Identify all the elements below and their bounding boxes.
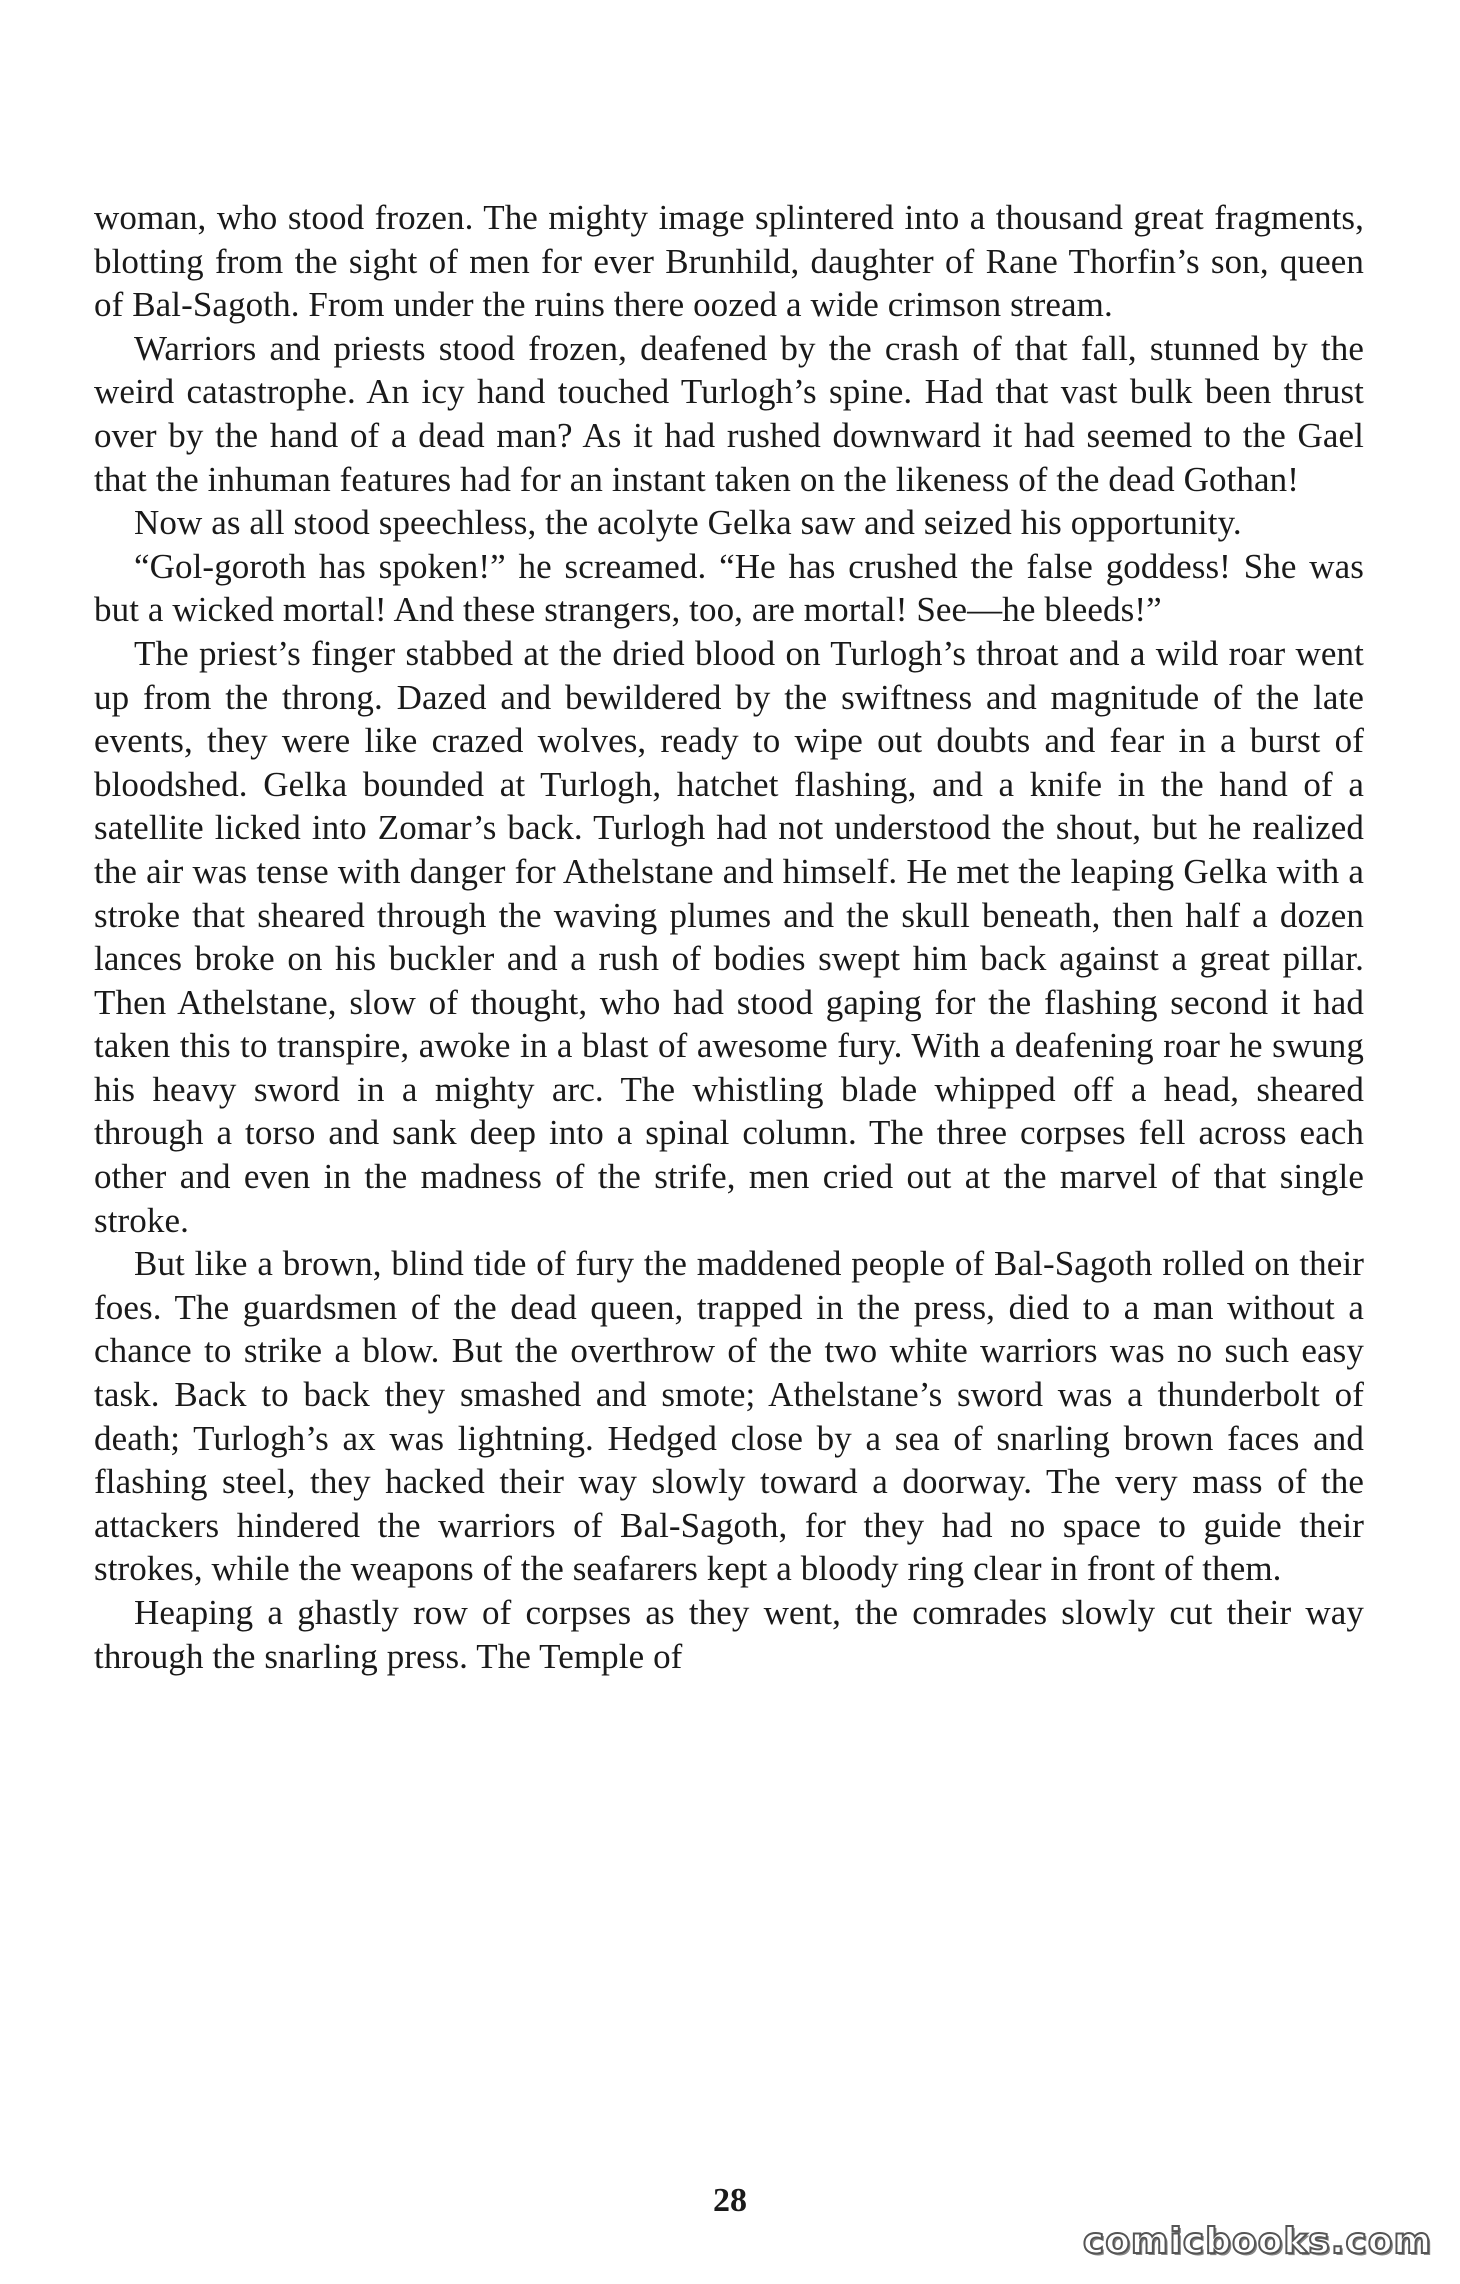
- paragraph-5: The priest’s finger stabbed at the dried blood on Turlogh’s throat and a wild roar went up from the throng. Dazed and bewildered by the swiftness and magnitude of the late events, they were like crazed wolves, ready to wipe out doubts and fear in a burst of bloodshed. Gelka bounded at Turlogh, hatchet flashing, and a knife in the hand of a satellite licked into Zomar’s back. Turlogh had not understood the shout, but he realized the air was tense with danger for Athelstane and himself. He met the leaping Gelka with a stroke that sheared through the waving plumes and the skull beneath, then half a dozen lances broke on his buckler and a rush of bodies swept him back against a great pillar. Then Athelstane, slow of thought, who had stood gaping for the flashing second it had taken this to transpire, awoke in a blast of awesome fury. With a deafening roar he swung his heavy sword in a mighty arc. The whistling blade whipped off a head, sheared through a torso and sank deep into a spinal column. The three corpses fell across each other and even in the madness of the strife, men cried out at the marvel of that single stroke.: [94, 633, 1364, 1240]
- paragraph-1: woman, who stood frozen. The mighty image splintered into a thousand great fragments, blotting from the sight of men for ever Brunhild, daughter of Rane Thorfin’s son, queen of Bal-Sagoth. From under the ruins there oozed a wide crimson stream.: [94, 198, 1364, 325]
- page-number: 28: [713, 2182, 747, 2219]
- watermark: comicbooks.com: [1082, 2221, 1432, 2262]
- paragraph-4: “Gol-goroth has spoken!” he screamed. “He has crushed the false goddess! She was but a wicked mortal! And these strangers, too, are mortal! See—he bleeds!”: [94, 546, 1364, 630]
- paragraph-7: Heaping a ghastly row of corpses as they went, the comrades slowly cut their way through the snarling press. The Temple of: [94, 1593, 1364, 1676]
- paragraph-6: But like a brown, blind tide of fury the maddened people of Bal-Sagoth rolled on their foes. The guardsmen of the dead queen, trapped in the press, died to a man without a chance to strike a blow. But the overthrow of the two white warriors was no such easy task. Back to back they smashed and smote; Athelstane’s sword was a thunderbolt of death; Turlogh’s ax was lightning. Hedged close by a sea of snarling brown faces and flashing steel, they hacked their way slowly toward a doorway. The very mass of the attackers hindered the warriors of Bal-Sagoth, for they had no space to guide their strokes, while the weapons of the seafarers kept a bloody ring clear in front of them.: [94, 1244, 1364, 1589]
- paragraph-2: Warriors and priests stood frozen, deafened by the crash of that fall, stunned by the weird catastrophe. An icy hand touched Turlogh’s spine. Had that vast bulk been thrust over by the hand of a dead man? As it had rushed downward it had seemed to the Gael that the inhuman features had for an instant taken on the likeness of the dead Gothan!: [94, 328, 1364, 499]
- body-text: [94, 196, 1364, 1678]
- paragraph-3: Now as all stood speechless, the acolyte Gelka saw and seized his opportunity.: [134, 503, 1242, 543]
